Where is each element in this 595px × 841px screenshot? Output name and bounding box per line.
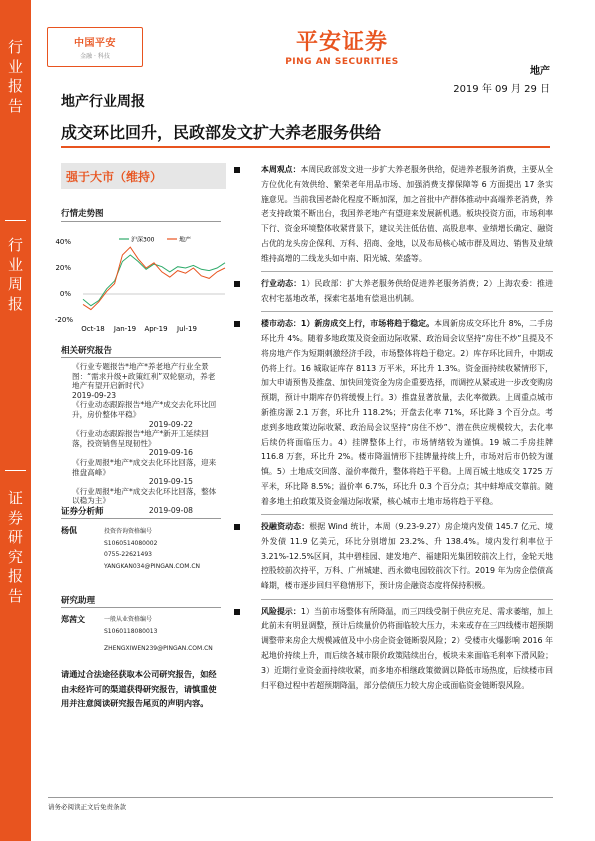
chart-heading: 行情走势图 [61,209,104,219]
series-line-property [83,247,225,309]
key-point-paragraph [233,163,553,267]
title-divider [61,146,550,148]
legend-label-property: 地产 [179,236,192,244]
related-report-item[interactable] [72,458,219,487]
rating-label: 强于大市（维持） [66,170,163,184]
square-bullet-icon [234,609,240,615]
y-tick-label: 40% [55,238,71,246]
side-label-weekly: 行业周报 [7,236,23,313]
paragraph-divider [261,271,553,272]
side-divider [5,220,26,221]
trend-chart-svg [54,232,233,336]
paragraph-divider [261,599,553,600]
logo-sub-text: 金融 · 科技 [80,53,110,60]
report-title: 成交环比回升，民政部发文扩大养老服务供给 [61,123,382,142]
key-point-label: 投融资动态： [261,522,310,532]
analyst-heading: 证券分析师 [61,507,104,517]
related-report-item[interactable] [72,429,219,458]
related-heading: 相关研究报告 [61,346,113,356]
assistant-contact [104,614,213,655]
related-report-title: 《行业周报*地产*成交去化环比回落，整体以稳为主》 [72,486,217,506]
market-trend-chart [54,232,233,336]
ping-an-securities-logo [262,25,422,67]
footer-disclaimer: 请务必阅读正文后免责条款 [48,803,126,811]
y-tick-label: 20% [55,264,71,272]
logo-cn-text: 平安证券 [295,30,388,55]
related-report-title: 《行业专题报告*地产*养老地产行业全景图：“需求升级+政策红利”双轮驱动，养老地产有望开启新时代》 [72,362,216,391]
key-point-text: 本周新房成交环比升 8%，二手房环比升 4%。随着多地政策及资金面边际收紧、政治局会议坚持“房住不炒”且提及不将房地产作为短期刺激经济手段，市场整体将趋于稳定。2）库存环比回升，中期或仍将上行。16 城取证库存 8113 万平米，环比升 1.3%。资金面持续收紧情形下，加大申请预售及推盘、加快回笼资金为房企重要选择，而调控从紧或进一步改变购房预期，预计中期库存仍将缓慢上行。3）推盘显著放量，去化率微跌。上周重点城市新推房源 2.1 万套，环比升 118.2%；开盘去化率 71%，环比降 3 个百分点。考虑到多地政策边际收紧、政治局会议坚持“房住不炒”、潜在供应规模较大，去化率后续仍将面临压力。4）挂牌整体上行，市场情绪较为谨慎。19 城二手房挂牌 116.8 万套，环比升 2%。楼市降温情形下挂牌量持续上升，市场对后市仍较为谨慎。5）土地成交回落、溢价率微升，整体将趋于平稳。上周百城土地成交 1725 万平米，环比降 8.5%；溢价率 6.7%，环比升 0.3 个百分点；其中蚌埠成交靠前。随着多地土拍政策及资金端边际收紧，核心城市土地市场将趋于平稳。 [261,319,554,506]
side-divider [5,470,26,471]
analyst-name: 杨侃 [61,526,77,535]
square-bullet-icon [234,524,240,530]
related-report-title: 《行业周报*地产*成交去化环比回落，迎来推盘高峰》 [72,457,217,477]
analyst-line: 投资咨询资格编号 [104,528,153,535]
section-divider [61,357,221,358]
x-tick-label: Jan-19 [113,325,137,333]
x-tick-label: Jul-19 [177,325,197,333]
key-point-paragraph [233,520,553,594]
related-report-title: 《行业动态跟踪报告*地产*新开工延续回落，投资销售呈现韧性》 [72,429,209,448]
key-point-label: 风险提示： [261,606,301,616]
y-tick-label: -20% [54,316,73,324]
key-point-text: 1）民政部：扩大养老服务供给促进养老服务消费；2）上海农委：推进农村宅基地改革，探索宅基地有偿退出机制。 [261,279,553,303]
related-report-item[interactable] [72,362,219,400]
related-reports-list [72,362,219,516]
analyst-contact [104,526,200,572]
related-report-date: 2019-09-15 [148,477,193,487]
key-point-paragraph [233,317,553,509]
assistant-name: 郑茜文 [61,615,85,624]
side-label-securities-research: 证券研究报告 [7,489,23,605]
logo-mark-text: 中国平安 [74,38,116,49]
assistant-email[interactable]: ZHENGXIWEN239@PINGAN.COM.CN [104,645,213,652]
square-bullet-icon [234,321,240,327]
x-tick-label: Apr-19 [144,325,168,333]
industry-tag: 地产 [530,66,550,77]
analyst-line: S1060514080002 [104,539,158,547]
report-date: 2019 年 09 月 29 日 [453,84,550,95]
key-point-paragraph [233,277,553,307]
paragraph-divider [261,311,553,312]
key-point-paragraph [233,605,553,694]
x-tick-label: Oct-18 [81,325,105,333]
key-point-text: 根据 Wind 统计，本周（9.23-9.27）房企境内发债 145.7 亿元、境外发债 11.9 亿美元，环比分别增加 23.2%、升 138.4%。境内发行利率位于 3.21%-12.5%区间，其中碧桂园、建发地产、福建阳光集团较前次上行，金轮天地控股较前次持平，万科、广州城建、西永微电园较前次下行。2019 年为房企偿债高峰期，楼市逐步回归平稳情形下，预计房企融资态度将保持积极。 [261,522,553,591]
analyst-line: 0755-22621493 [104,551,152,558]
section-divider [61,221,221,222]
key-point-text: 1）当前市场整体有所降温，而三四线受制于供应充足、需求萎缩，加上此前未有明显调整，预计后续量价仍将面临较大压力，未来或存在三四线楼市超预期调整带来房企大规模减值及中小房企资金链断裂风险；2）受楼市火爆影响 2016 年起地价持续上升，而后续各城市限价政策陆续出台，板块未来面临毛利率下滑风险；3）近期行业资金面持续收紧，而多地亦相继政策微调以降低市场热度，后续楼市回归平稳过程中若超预期降温，部分偿债压力较大房企或面临资金链断裂风险。 [261,606,553,690]
key-point-text: 本周民政部发文进一步扩大养老服务供给，促进养老服务消费，主要从全方位优化有效供给、繁荣老年用品市场、加强消费支撑保障等 6 方面提出 17 条实施意见。当前我国老龄化程度不断加深，加之首批中产群体推动中高端养老消费，养老支持政策不断出台，我国养老地产有望迎来发展新机遇。板块投资方面，市场利率下行、资金环境整体收紧背景下，建议关注低估值、高股息率、业绩增长确定、融资占优的龙头房企保利、万科、招商、金地，以及布局核心城市群及周边、销售及业绩维持高增的二线龙头如中南、阳光城、荣盛等。 [261,165,553,263]
assistant-line: S1060118080013 [104,627,158,635]
analyst-email[interactable]: YANGKAN034@PINGAN.COM.CN [104,562,201,570]
related-report-date: 2019-09-22 [148,419,193,429]
key-point-label: 楼市动态：1）新房成交上行，市场将趋于稳定。 [261,319,435,329]
section-divider [61,518,221,519]
related-report-date: 2019-09-16 [148,448,193,458]
report-type: 地产行业周报 [61,94,145,110]
related-report-date: 2019-09-08 [148,505,193,515]
related-report-item[interactable] [72,400,219,429]
assistant-heading: 研究助理 [61,596,96,606]
legend-label-hs300: 沪深300 [131,236,155,244]
assistant-line: 一般从业资格编号 [104,616,153,623]
square-bullet-icon [234,167,240,173]
paragraph-divider [261,514,553,515]
key-points-column [233,163,553,698]
square-bullet-icon [234,281,240,287]
related-report-date: 2019-09-23 [72,390,117,400]
logo-en-text: PING AN SECURITIES [285,57,399,67]
footer-divider [48,797,553,798]
side-label-industry-report: 行业报告 [7,38,23,115]
related-report-title: 《行业动态跟踪报告*地产*成交去化环比回升，房价整体平稳》 [72,400,217,419]
section-divider [61,607,221,608]
y-tick-label: 0% [59,290,71,298]
ping-an-group-logo [47,27,143,67]
key-point-label: 行业动态： [261,279,302,289]
side-banner [0,0,31,841]
access-disclaimer: 请通过合法途径获取本公司研究报告，如经由未经许可的渠道获得研究报告，请慎重使用并注意阅读研究报告尾页的声明内容。 [61,669,217,708]
key-point-label: 本周观点： [261,165,301,174]
